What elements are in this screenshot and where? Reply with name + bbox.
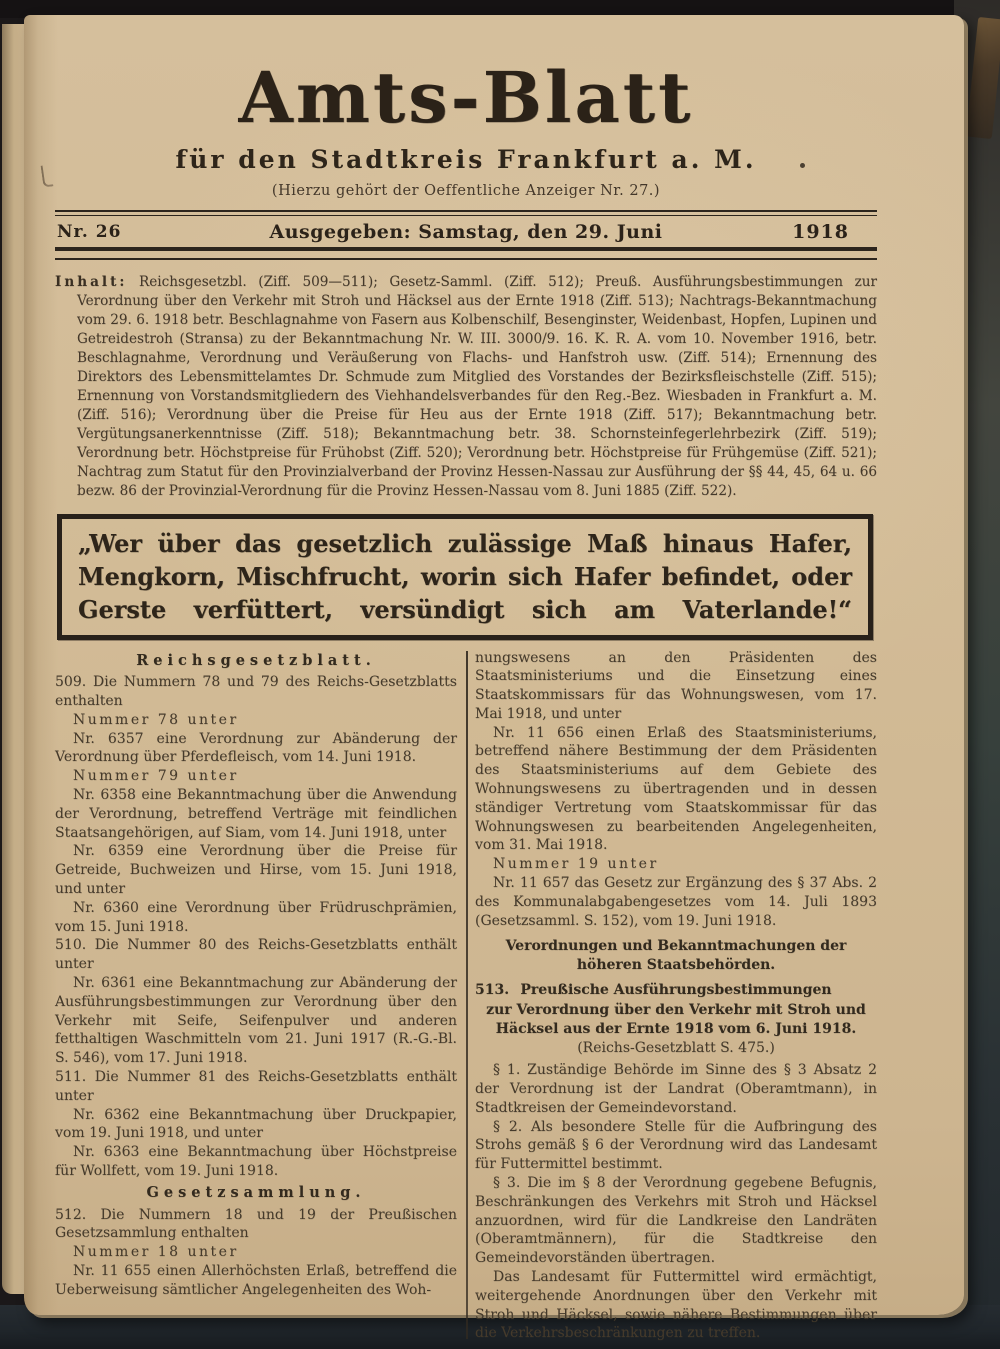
pen-mark: [41, 164, 54, 187]
paragraph: Nummer 78 unter: [73, 711, 239, 728]
paragraph: 511. Die Nummer 81 des Reichs-Gesetzblatts enthält unter: [55, 1069, 457, 1104]
contents-text: Reichsgesetzbl. (Ziff. 509—511); Gesetz-Samml. (Ziff. 512); Preuß. Ausführungsbestimmungen zur Verordnung über den Verkehr mit Stroh und Häcksel aus der Ernte 1918 (Ziff. 513); Nachtrags-Bekanntmachung vom 29. 6. 1918 betr. Beschlagnahme von Fasern aus Kolbenschilf, Besenginster, Weidenbast, Hopfen, Lupinen und Getreidestroh (Stransa) zu der Bekanntmachung Nr. W. III. 3000/9. 16. K. R. A. vom 10. November 1916, betr. Beschlagnahme, Verordnung und Veräußerung von Flachs- und Hanfstroh usw. (Ziff. 514); Ernennung des Direktors des Lebensmittelamtes Dr. Schmude zum Mitglied des Vorstandes der Bezirksfleischstelle (Ziff. 515); Ernennung von Vorstandsmitgliedern des Viehhandelsverbandes für den Reg.-Bez. Wiesbaden in Frankfurt a. M. (Ziff. 516); Verordnung über die Preise für Heu aus der Ernte 1918 (Ziff. 517); Bekanntmachung betr. Vergütungsanerkenntnisse (Ziff. 518); Bekanntmachung betr. 38. Schornsteinfegerlehrbezirk (Ziff. 519); Verordnung betr. Höchstpreise für Frühobst (Ziff. 520); Verordnung betr. Höchstpreise für Frühgemüse (Ziff. 521); Nachtrag zum Statut für den Provinzialverband der Provinz Hessen-Nassau zur Ausführung der §§ 44, 45, 64 u. 66 bezw. 86 der Provinzial-Verordnung für die Provinz Hessen-Nassau vom 8. Juni 1885 (Ziff. 522).: [77, 273, 877, 499]
paragraph: (Reichs-Gesetzblatt S. 475.): [577, 1040, 775, 1057]
paragraph: Nr. 11 655 einen Allerhöchsten Erlaß, betreffend die Ueberweisung sämtlicher Angelegenheiten des Woh-: [55, 1263, 457, 1298]
paragraph: 510. Die Nummer 80 des Reichs-Gesetzblatts enthält unter: [55, 937, 457, 973]
paragraph: Das Landesamt für Futtermittel wird ermächtigt, weitergehende Anordnungen über den Verkehr mit Stroh und Häcksel, sowie nähere Bestimmungen über die Verkehrsbeschränkungen zu treffen.: [475, 1269, 877, 1342]
page-title: Amts-Blatt: [238, 56, 694, 139]
masthead: [55, 56, 877, 199]
issue-bar: [55, 216, 877, 247]
masthead-note: (Hierzu gehört der Oeffentliche Anzeiger Nr. 27.): [271, 182, 661, 199]
contents-paragraph: [55, 273, 877, 501]
masthead-subtitle: für den Stadtkreis Frankfurt a. M.: [175, 144, 757, 174]
paragraph: Nummer 19 unter: [493, 856, 659, 873]
issue-year: 1918: [792, 220, 849, 243]
rule-below-issue-bar: [55, 247, 877, 260]
paragraph: Nr. 11 656 einen Erlaß des Staatsministeriums, betreffend nähere Bestimmung der dem Präsidenten des Staatsministeriums auf dem Gebiete des Wohnungswesens zu übertragenden und in dessen ständiger Vertretung vom Staatskommissar für das Wohnungswesen zu bearbeitenden Angelegenheiten, vom 31. Mai 1918.: [475, 724, 877, 854]
page-content: [55, 39, 877, 1343]
paragraph: Nr. 6363 eine Bekanntmachung über Höchstpreise für Wollfett, vom 19. Juni 1918.: [55, 1144, 457, 1180]
paragraph: Nr. 6359 eine Verordnung über die Preise für Getreide, Buchweizen und Hirse, vom 15. Juni 1918, und unter: [55, 843, 457, 898]
column-divider: [466, 651, 468, 1340]
issue-number: Nr. 26: [57, 221, 122, 242]
paragraph: nungswesens an den Präsidenten des Staatsministeriums und die Einsetzung eines Staatskommissars für das Wohnungswesen, vom 17. Mai 1918, und unter: [475, 649, 877, 722]
section-heading: Reichsgesetzblatt.: [136, 651, 376, 669]
slogan-line: Mengkorn, Mischfrucht, worin sich Hafer befindet, oder: [78, 561, 852, 591]
paragraph: Nummer 79 unter: [73, 768, 239, 785]
paragraph: Nummer 18 unter: [73, 1244, 239, 1261]
paragraph: Nr. 11 657 das Gesetz zur Ergänzung des § 37 Abs. 2 des Kommunalabgabengesetzes vom 14. Juli 1893 (Gesetzsamml. S. 152), vom 19. Juni 1918.: [475, 875, 877, 929]
paragraph: Nr. 6360 eine Verordnung über Früdruschprämien, vom 15. Juni 1918.: [55, 899, 457, 935]
column-right: [475, 649, 877, 1344]
paragraph: Nr. 6361 eine Bekanntmachung zur Abänderung der Ausführungsbestimmungen zur Verordnung über den Verkehr mit Seife, Seifenpulver und anderen fetthaltigen Waschmitteln vom 21. Juni 1917 (R.-G.-Bl. S. 546), vom 17. Juni 1918.: [55, 975, 457, 1067]
paragraph: Nr. 6357 eine Verordnung zur Abänderung der Verordnung über Pferdefleisch, vom 14. Juni 1918.: [55, 730, 457, 766]
paragraph: § 3. Die im § 8 der Verordnung gegebene Befugnis, Beschränkungen des Verkehrs mit Stroh und Häcksel anzuordnen, wird für die Landkreise den Landräten (Oberamtmännern), für die Stadtkreise den Gemeindevorständen übertragen.: [475, 1175, 877, 1267]
paragraph: Nr. 6358 eine Bekanntmachung über die Anwendung der Verordnung, betreffend Verträge mit feindlichen Staatsangehörigen, auf Siam, vom 14. Juni 1918, unter: [55, 787, 457, 841]
slogan-box: [57, 514, 873, 640]
paragraph: zur Verordnung über den Verkehr mit Stroh und Häcksel aus der Ernte 1918 vom 6. Juni 1918.: [486, 1001, 866, 1037]
contents-label: Inhalt:: [55, 273, 128, 290]
paragraph: 513. Preußische Ausführungsbestimmungen: [475, 982, 832, 999]
section-heading: Gesetzsammlung.: [146, 1183, 366, 1201]
two-column-body: [55, 649, 877, 1344]
paragraph: 509. Die Nummern 78 und 79 des Reichs-Gesetzblatts enthalten: [55, 674, 457, 710]
section-heading: Verordnungen und Bekanntmachungen der höheren Staatsbehörden.: [505, 938, 847, 974]
issue-date: Ausgegeben: Samstag, den 29. Juni: [269, 220, 663, 243]
paragraph: § 1. Zuständige Behörde im Sinne des § 3 Absatz 2 der Verordnung ist der Landrat (Oberamtmann), in Stadtkreisen der Gemeindevorstand.: [475, 1062, 877, 1116]
paragraph: § 2. Als besondere Stelle für die Aufbringung des Strohs gemäß § 6 der Verordnung wird das Landesamt für Futtermittel bestimmt.: [475, 1118, 877, 1173]
paragraph: 512. Die Nummern 18 und 19 der Preußischen Gesetzsammlung enthalten: [55, 1206, 457, 1242]
slogan-line: „Wer über das gesetzlich zulässige Maß hinaus Hafer,: [78, 528, 852, 558]
gazette-page: [24, 15, 964, 1342]
paragraph: Nr. 6362 eine Bekanntmachung über Druckpapier, vom 19. Juni 1918, und unter: [55, 1106, 457, 1142]
item-number: 513.: [475, 982, 510, 999]
slogan-line: Gerste verfüttert, versündigt sich am Vaterlande!“: [78, 594, 852, 624]
column-left: [55, 649, 457, 1344]
